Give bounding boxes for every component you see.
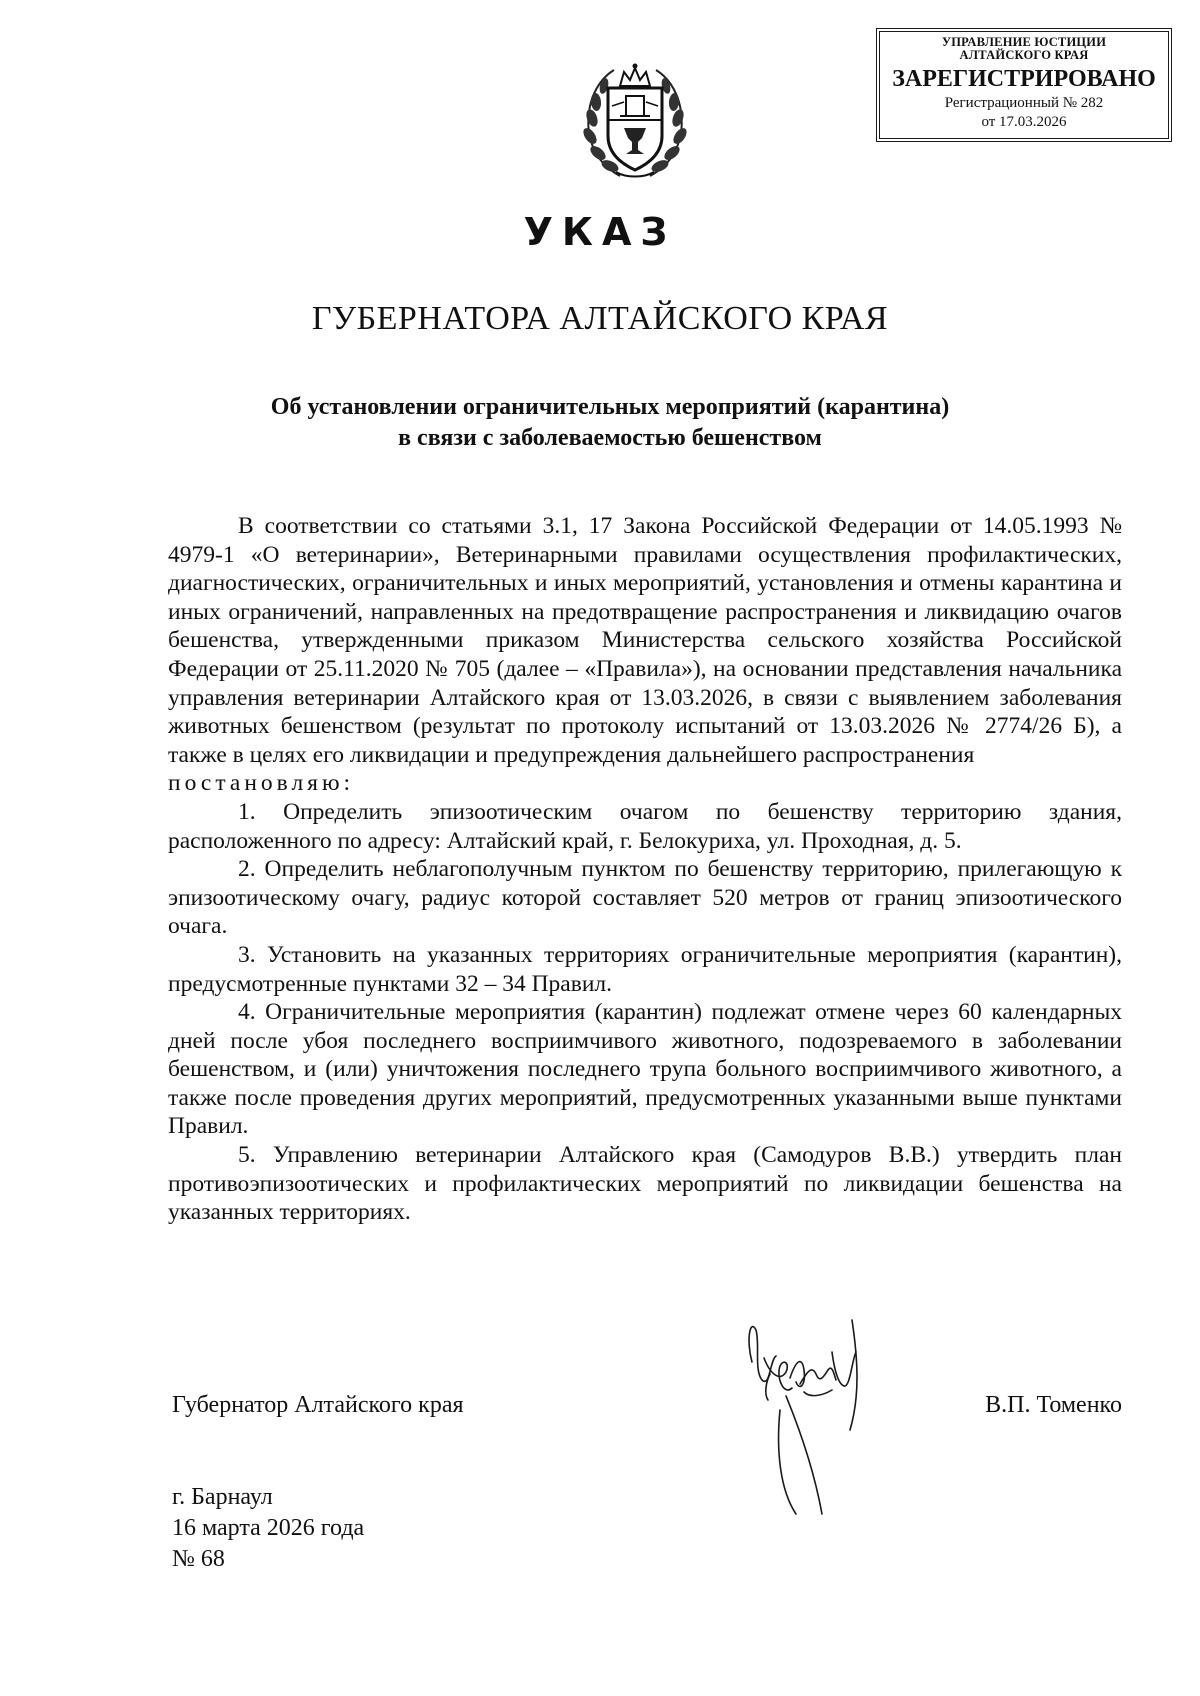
issue-date: 16 марта 2026 года xyxy=(172,1515,365,1541)
decree-item-2: 2. Определить неблагополучным пунктом по бешенству территорию, прилегающую к эпизоотическому очагу, радиус которой составляет 520 метров от границ эпизоотического очага. xyxy=(168,856,1122,940)
stamp-reg-date: от 17.03.2026 xyxy=(981,114,1067,130)
document-issuer: ГУБЕРНАТОРА АЛТАЙСКОГО КРАЯ xyxy=(311,300,889,337)
signer-name: В.П. Томенко xyxy=(985,1392,1122,1418)
document-footer xyxy=(172,1482,364,1575)
document-subject xyxy=(180,392,1040,454)
handwritten-signature-icon xyxy=(740,1300,890,1520)
decree-word: постановляю: xyxy=(168,770,355,797)
preamble-paragraph: В соответствии со статьями 3.1, 17 Закона Российской Федерации от 14.05.1993 № 4979-1 «О ветеринарии», Ветеринарными правилами осуществления профилактических, диагностических, ограничительных и иных мероприятий, установления и отмены карантина и иных ограничений, направленных на предотвращение распространения и ликвидацию очагов бешенства, утвержденными приказом Министерства сельского хозяйства Российской Федерации от 25.11.2020 № 705 (далее – «Правила»), на основании представления начальника управления ветеринарии Алтайского края от 13.03.2026, в связи с выявлением заболевания животных бешенством (результат по протоколу испытаний от 13.03.2026 № 2774/26 Б), а также в целях его ликвидации и предупреждения дальнейшего распространения xyxy=(168,513,1122,768)
altai-krai-coat-of-arms-icon xyxy=(580,58,690,182)
decree-item-4: 4. Ограничительные мероприятия (карантин) подлежат отмене через 60 календарных дней после убоя последнего восприимчивого животного, подозреваемого в заболевании бешенством, и (или) уничтожения последнего трупа больного восприимчивого животного, а также после проведения других мероприятий, предусмотренных указанными выше пунктами Правил. xyxy=(168,999,1122,1140)
subject-line-1: Об установлении ограничительных мероприятий (карантина) xyxy=(270,394,950,420)
stamp-reg-number: Регистрационный № 282 xyxy=(944,95,1104,111)
registration-stamp xyxy=(876,28,1172,142)
stamp-org-line2: АЛТАЙСКОГО КРАЯ xyxy=(959,48,1089,62)
document-type: УКАЗ xyxy=(523,210,677,254)
subject-line-2: в связи с заболеваемостью бешенством xyxy=(398,425,822,451)
document-body xyxy=(168,512,1122,1227)
stamp-status: ЗАРЕГИСТРИРОВАНО xyxy=(892,66,1156,92)
decree-item-5: 5. Управлению ветеринарии Алтайского края (Самодуров В.В.) утвердить план противоэпизоотических и профилактических мероприятий по ликвидации бешенства на указанных территориях. xyxy=(168,1142,1122,1226)
issue-city: г. Барнаул xyxy=(172,1484,273,1510)
decree-item-3: 3. Установить на указанных территориях ограничительные мероприятия (карантин), предусмотренные пунктами 32 – 34 Правил. xyxy=(168,941,1122,997)
signer-position: Губернатор Алтайского края xyxy=(172,1392,464,1418)
document-number: № 68 xyxy=(172,1546,225,1572)
decree-item-1: 1. Определить эпизоотическим очагом по бешенству территорию здания, расположенного по адресу: Алтайский край, г. Белокуриха, ул. Проходная, д. 5. xyxy=(168,798,1122,854)
stamp-org-line1: УПРАВЛЕНИЕ ЮСТИЦИИ xyxy=(941,35,1107,49)
